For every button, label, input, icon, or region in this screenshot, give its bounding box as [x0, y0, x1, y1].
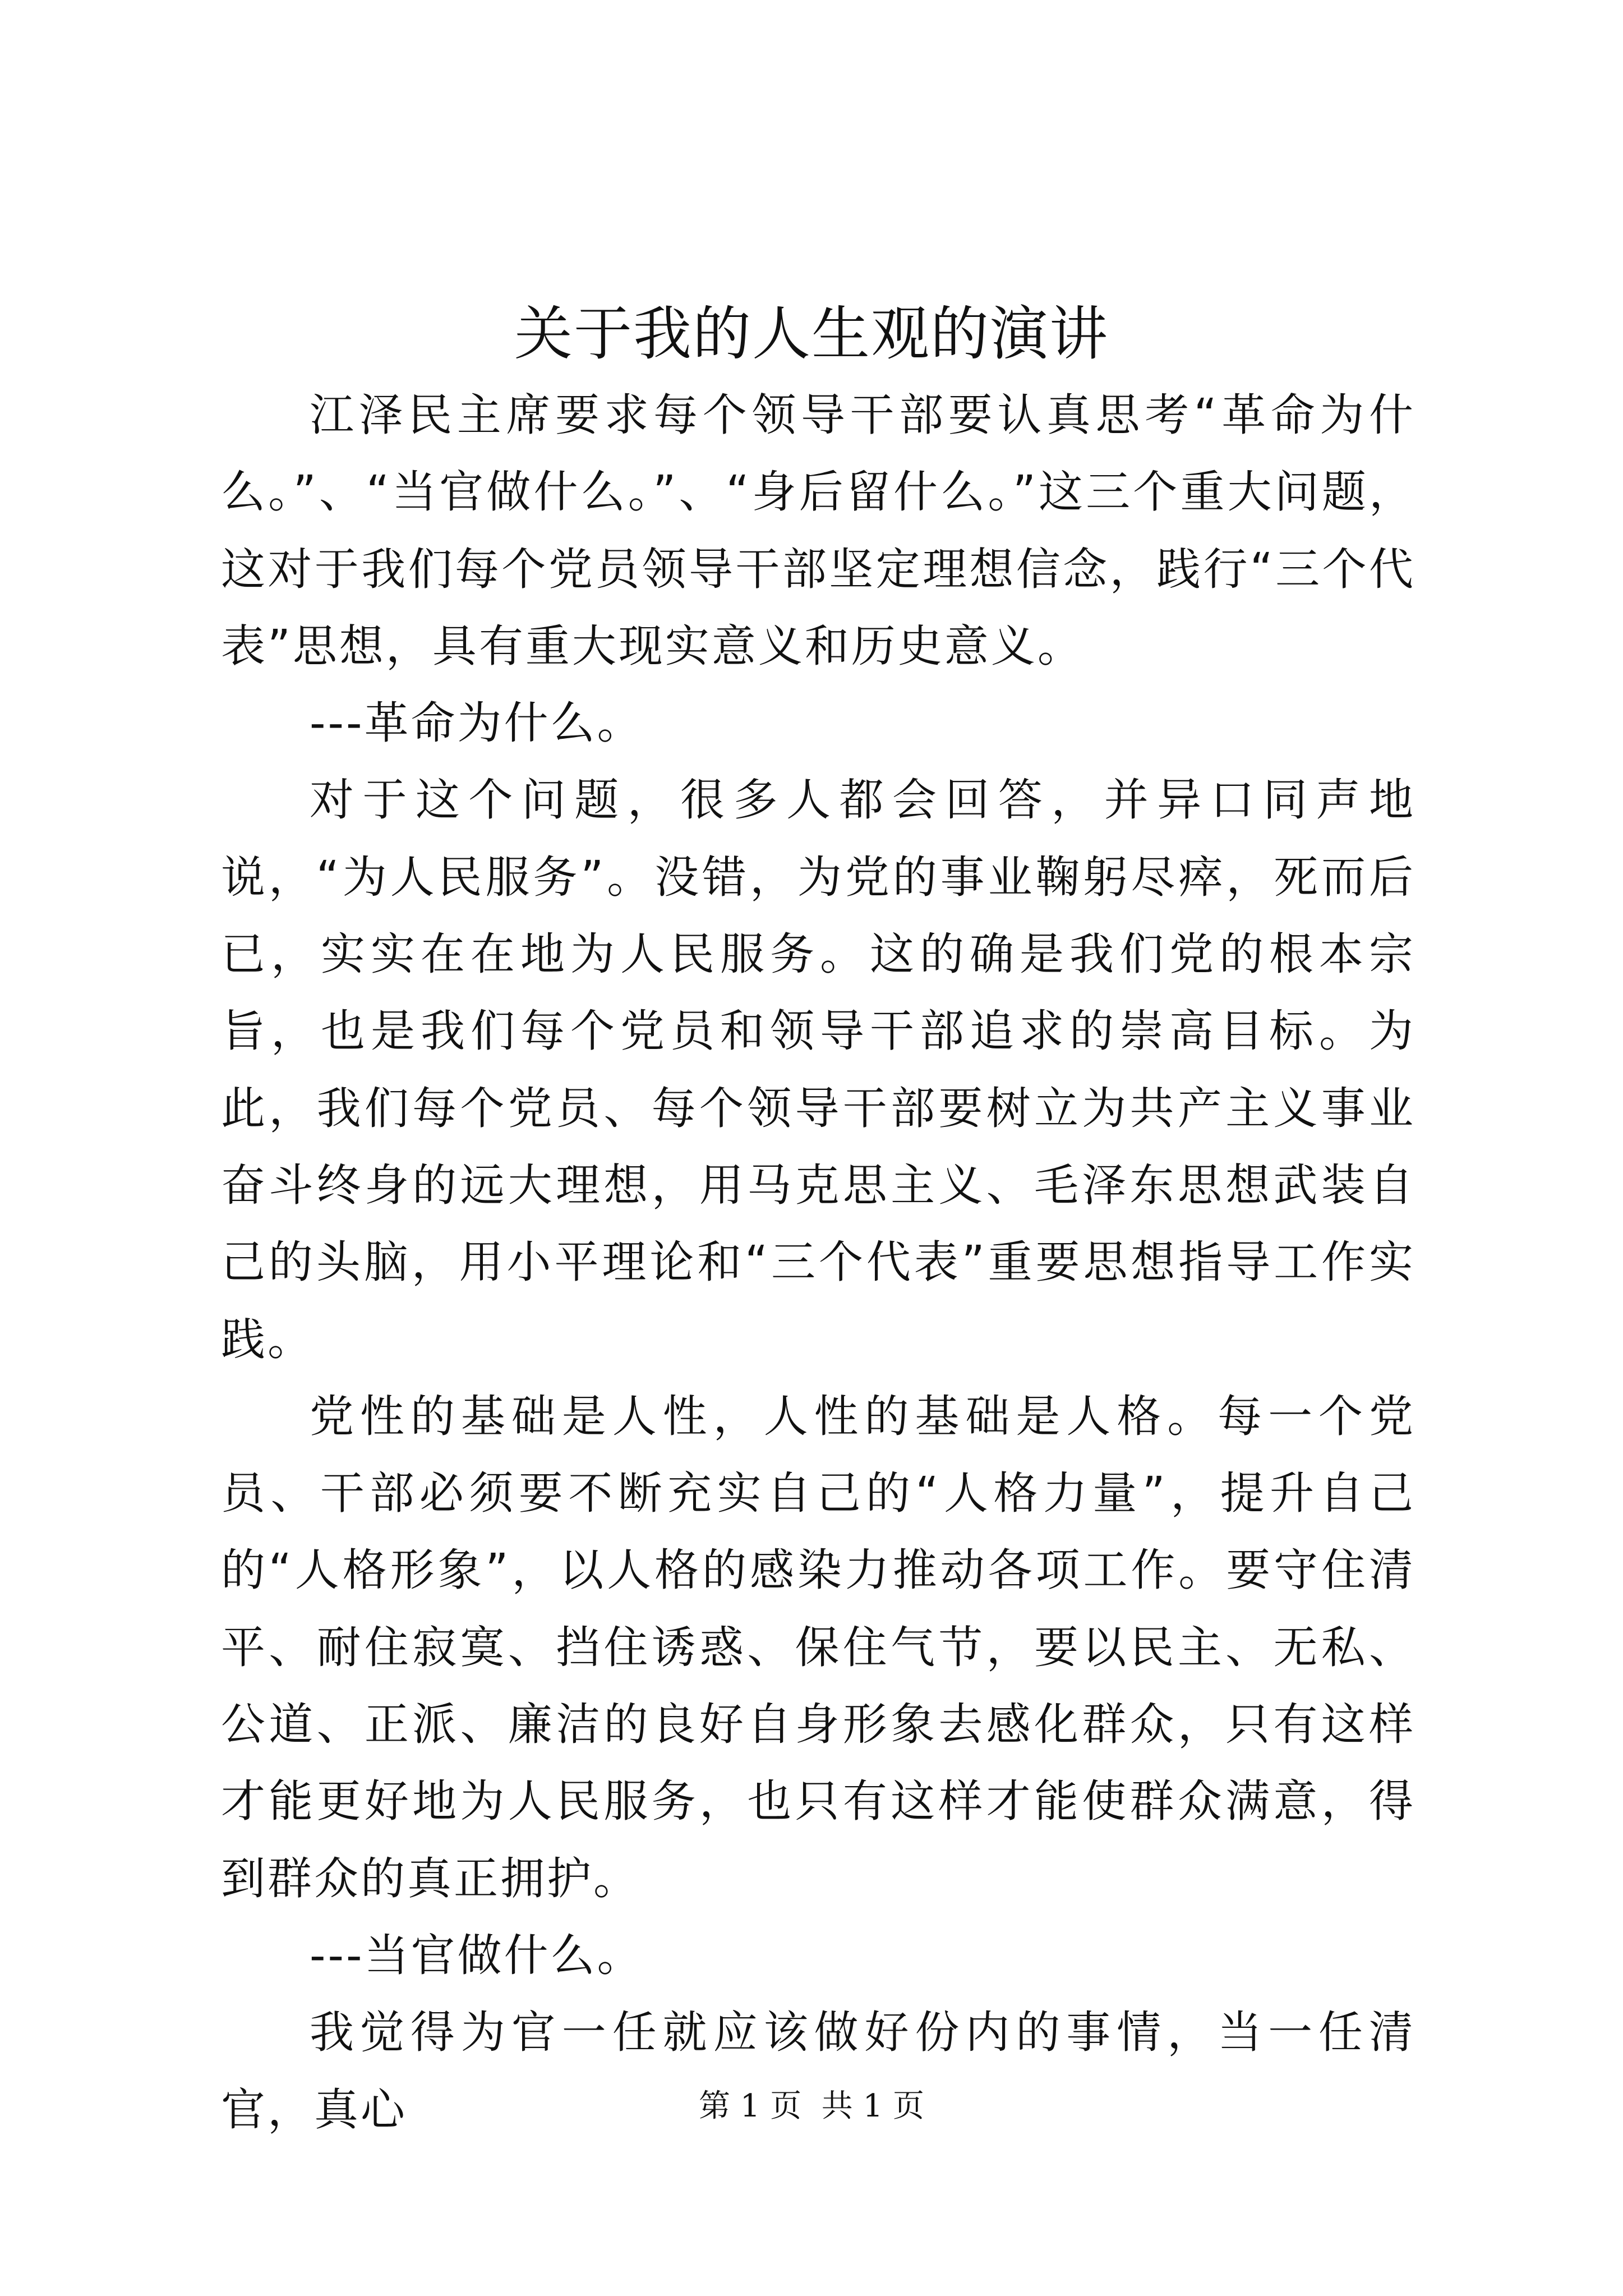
- document-title: 关于我的人生观的演讲: [514, 300, 1109, 368]
- paragraph-character: 党性的基础是人性，人性的基础是人格。每一个党员、干部必须要不断充实自己的“人格力量”，提升自己的“人格形象”，以人格的感染力推动各项工作。要守住清平、耐住寂寞、挡住诱惑、保住气节，要以民主、无私、公道、正派、廉洁的良好自身形象去感化群众，只有这样才能更好地为人民服务，也只有这样才能使群众满意，得到群众的真正拥护。: [221, 1390, 1415, 1904]
- paragraph-official: 我觉得为官一任就应该做好份内的事情，当一任清官，真心: [221, 2007, 1415, 2136]
- section-heading-revolution: ---革命为什么。: [310, 697, 644, 749]
- page-footer: [0, 2084, 1623, 2129]
- page-number: 第 1 页 共 1 页: [698, 2088, 925, 2124]
- document-body: [221, 377, 1415, 2148]
- section-heading-official: ---当官做什么。: [310, 1929, 644, 1981]
- paragraph-revolution: 对于这个问题，很多人都会回答，并异口同声地说，“为人民服务”。没错，为党的事业鞠躬尽瘁，死而后已，实实在在地为人民服务。这的确是我们党的根本宗旨，也是我们每个党员和领导干部追求的崇高目标。为此，我们每个党员、每个领导干部要树立为共产主义事业奋斗终身的远大理想，用马克思主义、毛泽东思想武装自己的头脑，用小平理论和“三个代表”重要思想指导工作实践。: [221, 774, 1415, 1365]
- paragraph-intro: 江泽民主席要求每个领导干部要认真思考“革命为什么。”、“当官做什么。”、“身后留什么。”这三个重大问题，这对于我们每个党员领导干部坚定理想信念，践行“三个代表”思想，具有重大现实意义和历史意义。: [221, 389, 1415, 672]
